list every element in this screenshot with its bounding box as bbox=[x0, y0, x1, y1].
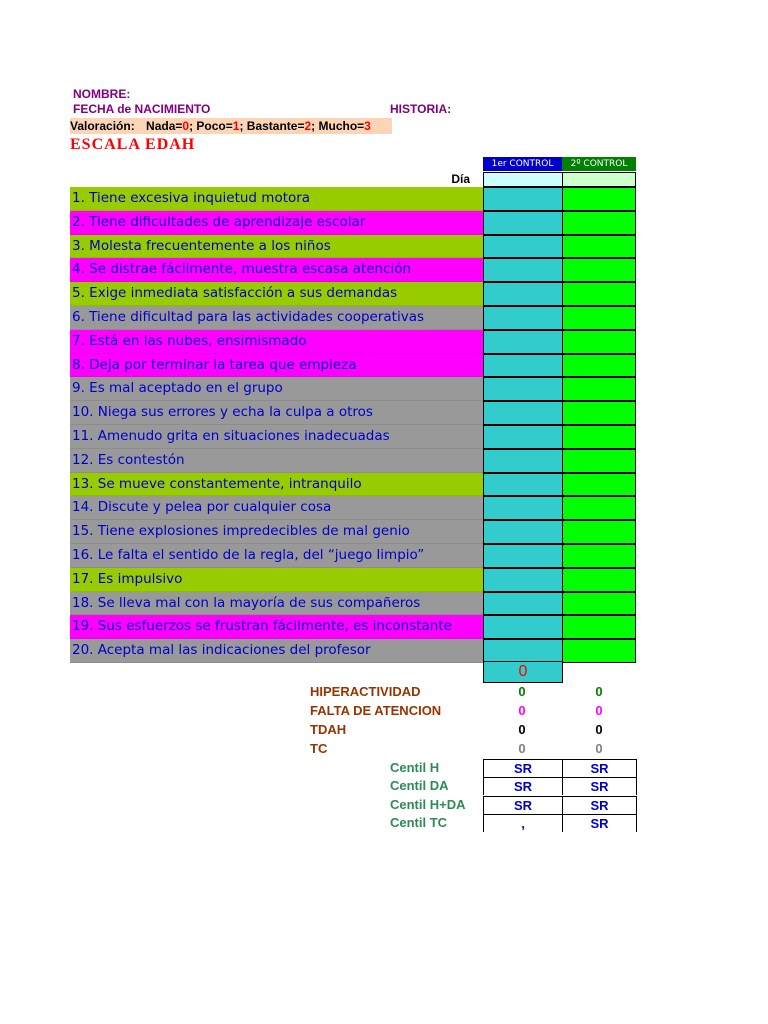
centil-second-control-value: SR bbox=[562, 814, 637, 832]
result-first-control-value: 0 bbox=[518, 684, 526, 699]
result-first-control-value: 0 bbox=[518, 703, 526, 718]
result-label: HIPERACTIVIDAD bbox=[310, 684, 421, 699]
first-control-answer-cell[interactable] bbox=[483, 520, 563, 544]
dia-first-control-input[interactable] bbox=[483, 172, 563, 187]
centil-first-control-value: SR bbox=[483, 796, 562, 814]
second-control-answer-cell[interactable] bbox=[562, 639, 636, 663]
result-second-control-value: 0 bbox=[595, 741, 603, 756]
first-control-answer-cell[interactable] bbox=[483, 282, 563, 306]
second-control-answer-cell[interactable] bbox=[562, 449, 636, 473]
first-control-answer-cell[interactable] bbox=[483, 639, 563, 663]
first-control-header: 1er CONTROL bbox=[483, 157, 562, 171]
second-control-answer-cell[interactable] bbox=[562, 306, 636, 330]
first-control-answer-cell[interactable] bbox=[483, 258, 563, 282]
centil-label: Centil H bbox=[390, 760, 440, 775]
first-control-answer-cell[interactable] bbox=[483, 306, 563, 330]
result-first-control-value: 0 bbox=[518, 741, 526, 756]
question-label: 9. Es mal aceptado en el grupo bbox=[70, 377, 483, 401]
second-control-answer-cell[interactable] bbox=[562, 187, 636, 211]
first-control-answer-cell[interactable] bbox=[483, 544, 563, 568]
first-control-answer-cell[interactable] bbox=[483, 354, 563, 378]
first-control-answer-cell[interactable] bbox=[483, 330, 563, 354]
question-label: 7. Está en las nubes, ensimismado bbox=[70, 330, 483, 354]
second-control-answer-cell[interactable] bbox=[562, 544, 636, 568]
second-control-header: 2º CONTROL bbox=[562, 157, 636, 171]
second-control-answer-cell[interactable] bbox=[562, 520, 636, 544]
centil-label: Centil DA bbox=[390, 778, 449, 794]
dia-second-control-input[interactable] bbox=[562, 172, 636, 187]
historia-label: HISTORIA: bbox=[390, 102, 452, 116]
question-label: 19. Sus esfuerzos se frustran fácilmente, es inconstante bbox=[70, 615, 483, 639]
second-control-answer-cell[interactable] bbox=[562, 258, 636, 282]
question-label: 2. Tiene dificultades de aprendizaje escolar bbox=[70, 211, 483, 235]
valoracion-label: Valoración: bbox=[70, 119, 135, 133]
second-control-answer-cell[interactable] bbox=[562, 354, 636, 378]
result-second-control-value: 0 bbox=[595, 684, 603, 699]
first-control-answer-cell[interactable] bbox=[483, 377, 563, 401]
second-control-answer-cell[interactable] bbox=[562, 592, 636, 616]
question-label: 20. Acepta mal las indicaciones del profesor bbox=[70, 639, 483, 663]
question-label: 8. Deja por terminar la tarea que empieza bbox=[70, 354, 483, 378]
second-control-answer-cell[interactable] bbox=[562, 615, 636, 639]
question-label: 6. Tiene dificultad para las actividades cooperativas bbox=[70, 306, 483, 330]
question-label: 18. Se lleva mal con la mayoría de sus compañeros bbox=[70, 592, 483, 616]
page-title: ESCALA EDAH bbox=[70, 136, 196, 153]
centil-second-control-value: SR bbox=[562, 777, 637, 795]
result-second-control-value: 0 bbox=[595, 722, 603, 737]
result-label: TDAH bbox=[310, 722, 347, 737]
question-label: 1. Tiene excesiva inquietud motora bbox=[70, 187, 483, 211]
dia-label: Día bbox=[451, 172, 470, 186]
question-label: 13. Se mueve constantemente, intranquilo bbox=[70, 473, 483, 497]
first-control-answer-cell[interactable] bbox=[483, 425, 563, 449]
centil-second-control-value: SR bbox=[562, 796, 637, 814]
second-control-answer-cell[interactable] bbox=[562, 211, 636, 235]
second-control-answer-cell[interactable] bbox=[562, 401, 636, 425]
fecha-nacimiento-label: FECHA de NACIMIENTO bbox=[73, 102, 211, 116]
question-label: 17. Es impulsivo bbox=[70, 568, 483, 592]
centil-label: Centil H+DA bbox=[390, 796, 466, 812]
centil-first-control-value: SR bbox=[483, 759, 562, 777]
first-control-answer-cell[interactable] bbox=[483, 401, 563, 425]
question-label: 11. Amenudo grita en situaciones inadecuadas bbox=[70, 425, 483, 449]
question-label: 15. Tiene explosiones impredecibles de mal genio bbox=[70, 520, 483, 544]
second-control-answer-cell[interactable] bbox=[562, 377, 636, 401]
question-label: 4. Se distrae fácilmente, muestra escasa atención bbox=[70, 258, 483, 282]
second-control-answer-cell[interactable] bbox=[562, 330, 636, 354]
second-control-answer-cell[interactable] bbox=[562, 282, 636, 306]
centiles-bottom-edge bbox=[483, 832, 637, 833]
first-control-answer-cell[interactable] bbox=[483, 211, 563, 235]
centil-second-control-value: SR bbox=[562, 759, 637, 777]
result-label: TC bbox=[310, 741, 328, 756]
first-control-answer-cell[interactable] bbox=[483, 235, 563, 259]
result-second-control-value: 0 bbox=[595, 703, 603, 718]
first-control-answer-cell[interactable] bbox=[483, 615, 563, 639]
second-control-answer-cell[interactable] bbox=[562, 568, 636, 592]
second-control-answer-cell[interactable] bbox=[562, 473, 636, 497]
first-control-answer-cell[interactable] bbox=[483, 187, 563, 211]
question-label: 10. Niega sus errores y echa la culpa a otros bbox=[70, 401, 483, 425]
question-label: 5. Exige inmediata satisfacción a sus demandas bbox=[70, 282, 483, 306]
result-label: FALTA DE ATENCION bbox=[310, 703, 442, 718]
total-first-control: 0 bbox=[483, 661, 563, 683]
question-label: 14. Discute y pelea por cualquier cosa bbox=[70, 496, 483, 520]
first-control-answer-cell[interactable] bbox=[483, 473, 563, 497]
first-control-answer-cell[interactable] bbox=[483, 592, 563, 616]
question-label: 3. Molesta frecuentemente a los niños bbox=[70, 235, 483, 259]
valoracion-legend: Valoración: Nada=0; Poco=1; Bastante=2; Mucho=3 bbox=[70, 118, 392, 134]
second-control-answer-cell[interactable] bbox=[562, 496, 636, 520]
first-control-answer-cell[interactable] bbox=[483, 449, 563, 473]
second-control-answer-cell[interactable] bbox=[562, 425, 636, 449]
question-label: 12. Es contestón bbox=[70, 449, 483, 473]
nombre-label: NOMBRE: bbox=[73, 87, 131, 101]
question-label: 16. Le falta el sentido de la regla, del “juego limpio” bbox=[70, 544, 483, 568]
result-first-control-value: 0 bbox=[518, 722, 526, 737]
centil-first-control-value: , bbox=[483, 814, 562, 832]
first-control-answer-cell[interactable] bbox=[483, 496, 563, 520]
first-control-answer-cell[interactable] bbox=[483, 568, 563, 592]
centil-label: Centil TC bbox=[390, 814, 448, 830]
second-control-answer-cell[interactable] bbox=[562, 235, 636, 259]
centil-first-control-value: SR bbox=[483, 777, 562, 795]
